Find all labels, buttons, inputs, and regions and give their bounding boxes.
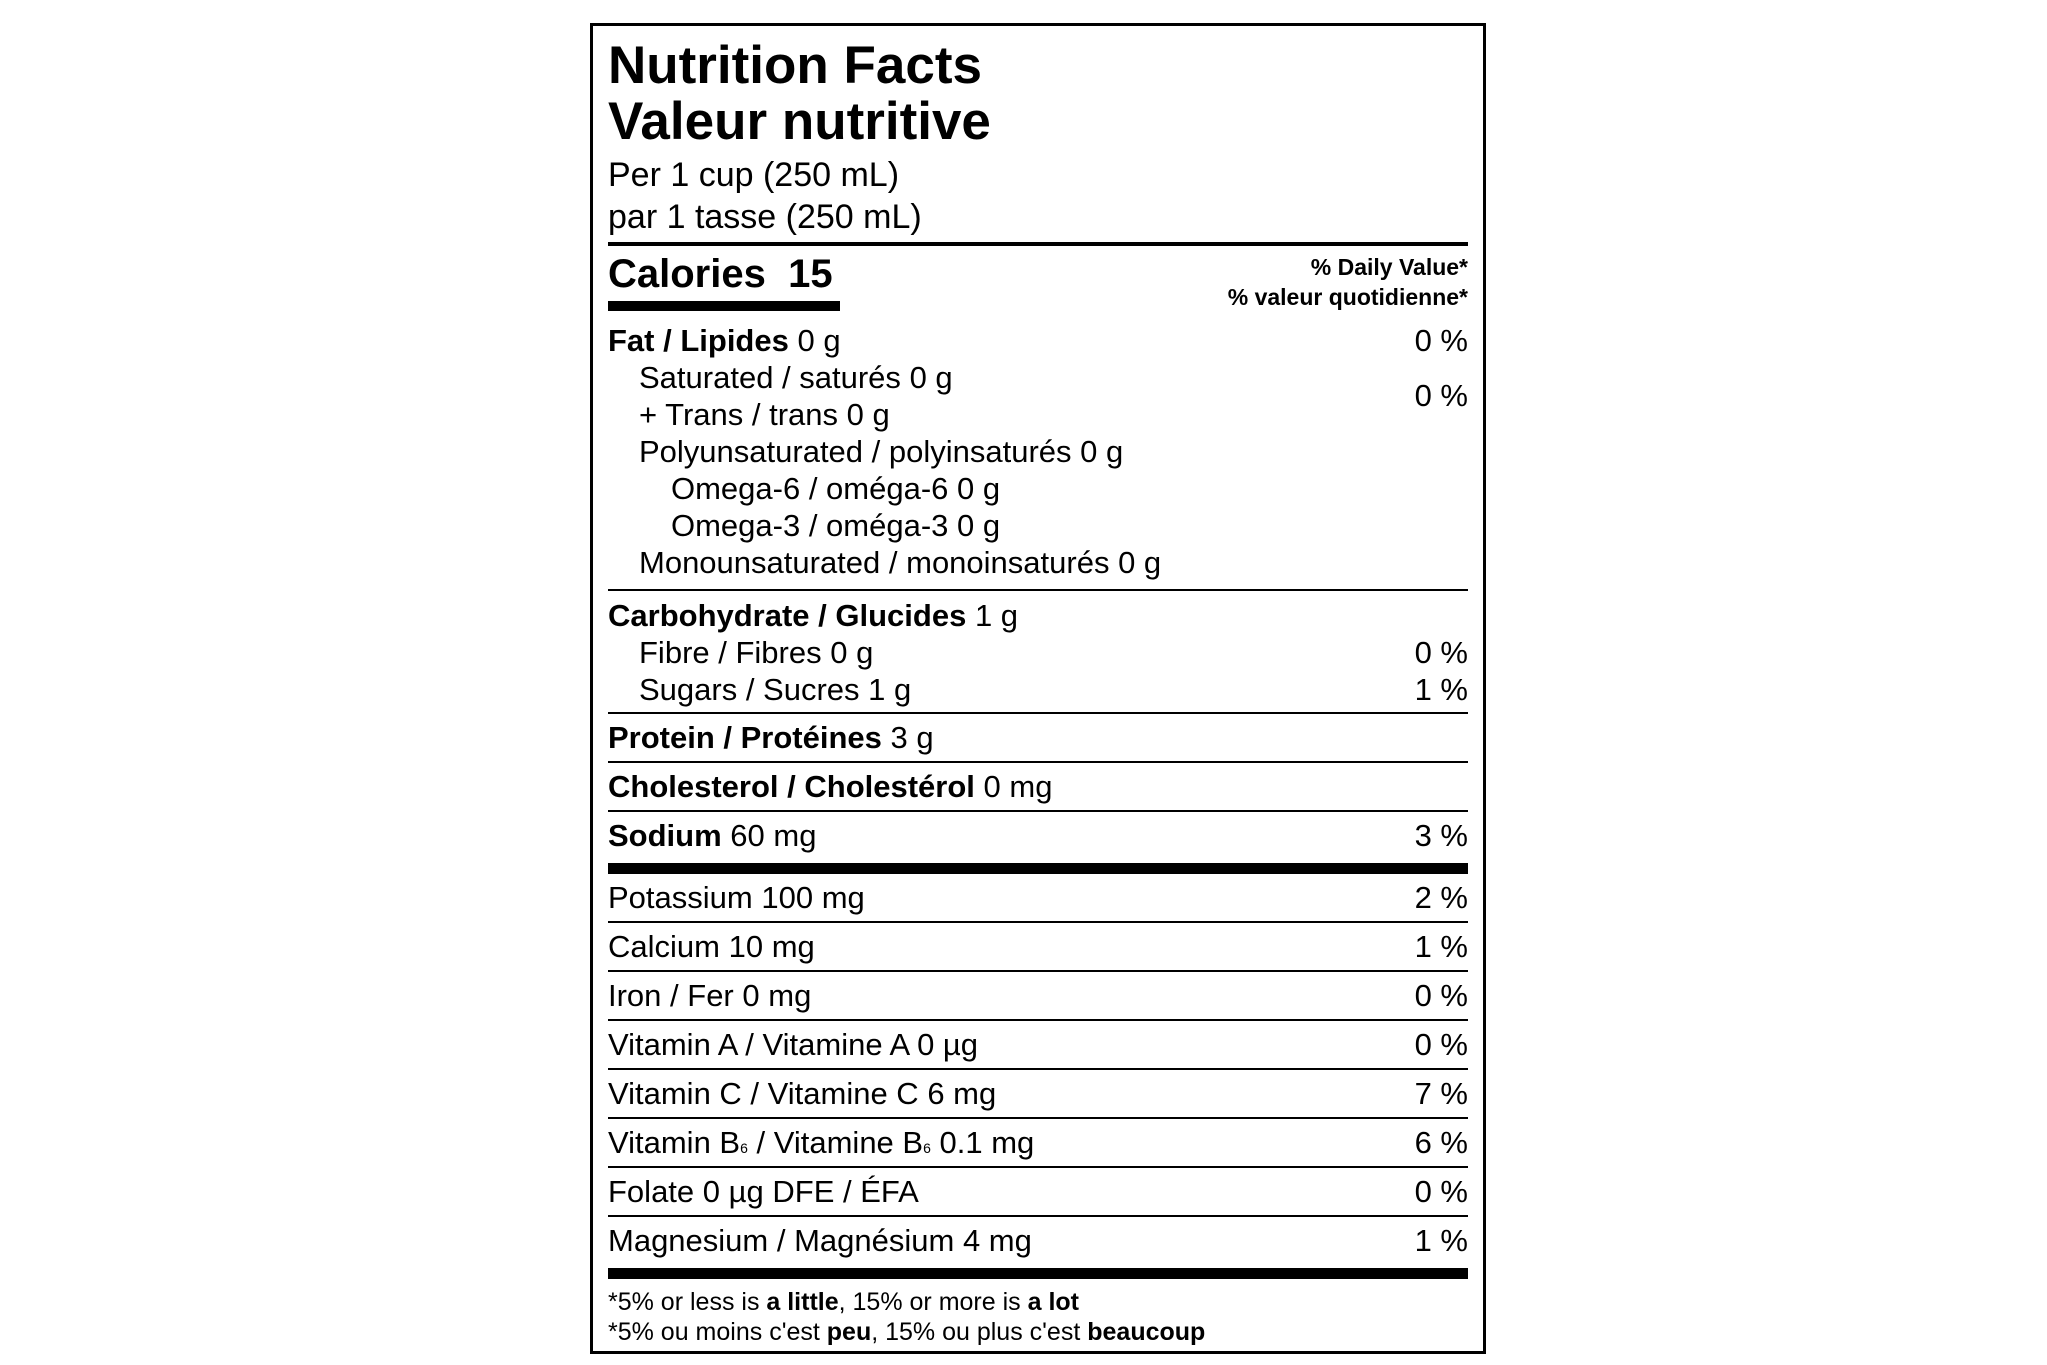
potassium-name xyxy=(608,880,865,916)
carbohydrate-row xyxy=(608,597,1468,634)
footnote-en-text: , 15% or more is xyxy=(838,1288,1028,1316)
iron-amount: 0 mg xyxy=(742,977,812,1013)
sugars-amount: 1 g xyxy=(868,672,912,707)
vitamin-c-dv: 7 % xyxy=(1414,1075,1468,1111)
trans-amount: 0 g xyxy=(846,397,890,432)
calcium-label: Calcium xyxy=(608,928,720,964)
title-english: Nutrition Facts xyxy=(608,36,982,95)
footnote-fr-beaucoup: beaucoup xyxy=(1087,1318,1206,1346)
folate-amount: 0 µg DFE / ÉFA xyxy=(702,1173,919,1209)
vitamin-c-name xyxy=(608,1076,996,1112)
vitamin-b6-amount: 0.1 mg xyxy=(939,1124,1035,1160)
vitamin-b6-subscript-fr: 6 xyxy=(923,1139,931,1156)
calcium-amount: 10 mg xyxy=(728,928,815,964)
vitamin-b6-label-fr: / Vitamine B xyxy=(747,1124,924,1160)
fibre-amount: 0 g xyxy=(830,635,874,670)
carb-name xyxy=(608,597,1018,634)
footnote xyxy=(608,1287,1468,1347)
calories-block xyxy=(608,252,840,312)
sugars-dv: 1 % xyxy=(1414,672,1468,707)
folate-dv: 0 % xyxy=(1414,1173,1468,1209)
magnesium-name xyxy=(608,1223,1032,1259)
monounsaturated-row xyxy=(608,544,1468,581)
cholesterol-name xyxy=(608,769,1052,805)
footnote-en-text: *5% or less is xyxy=(608,1288,767,1316)
omega3-row xyxy=(608,507,1468,544)
fat-row xyxy=(608,322,1468,359)
vitamin-a-label: Vitamin A / Vitamine A xyxy=(608,1026,909,1062)
sugars-name xyxy=(639,671,911,708)
saturated-label: Saturated / saturés xyxy=(639,360,901,395)
magnesium-amount: 4 mg xyxy=(962,1222,1032,1258)
sugars-label: Sugars / Sucres xyxy=(639,672,860,707)
fat-name xyxy=(608,322,841,359)
sodium-dv: 3 % xyxy=(1414,817,1468,853)
omega6-name xyxy=(671,470,1000,507)
fibre-name xyxy=(639,634,873,671)
folate-name xyxy=(608,1174,919,1210)
footnote-english xyxy=(608,1287,1468,1317)
fibre-label: Fibre / Fibres xyxy=(639,635,822,670)
fibre-dv: 0 % xyxy=(1414,635,1468,670)
footnote-fr-text: , 15% ou plus c'est xyxy=(871,1318,1088,1346)
fat-dv: 0 % xyxy=(1414,323,1468,358)
calcium-dv: 1 % xyxy=(1414,928,1468,964)
carb-label: Carbohydrate / Glucides xyxy=(608,598,967,633)
magnesium-label: Magnesium / Magnésium xyxy=(608,1222,955,1258)
saturated-trans-dv: 0 % xyxy=(1414,378,1468,413)
vitamin-a-name xyxy=(608,1027,978,1063)
saturated-trans-group xyxy=(608,359,1468,433)
cholesterol-amount: 0 mg xyxy=(983,768,1053,804)
vitamin-a-amount: 0 µg xyxy=(917,1026,979,1062)
mono-amount: 0 g xyxy=(1118,545,1162,580)
divider-thin xyxy=(608,589,1468,591)
polyunsaturated-row xyxy=(608,433,1468,470)
magnesium-dv: 1 % xyxy=(1414,1222,1468,1258)
omega3-label: Omega-3 / oméga-3 xyxy=(671,508,949,543)
daily-value-french: % valeur quotidienne* xyxy=(1227,284,1468,310)
vitamin-c-row xyxy=(608,1070,1468,1117)
calories-text xyxy=(608,252,840,296)
potassium-label: Potassium xyxy=(608,879,753,915)
vitamin-b6-subscript-en: 6 xyxy=(740,1139,748,1156)
saturated-name xyxy=(639,359,953,396)
protein-name xyxy=(608,720,934,756)
fat-label: Fat / Lipides xyxy=(608,323,789,358)
divider-heavy xyxy=(608,863,1468,874)
vitamin-a-dv: 0 % xyxy=(1414,1026,1468,1062)
mono-name xyxy=(639,544,1161,581)
footnote-en-little: a little xyxy=(766,1288,839,1316)
vitamin-b6-label-en: Vitamin B xyxy=(608,1124,741,1160)
footnote-en-lot: a lot xyxy=(1027,1288,1079,1316)
omega6-amount: 0 g xyxy=(957,471,1001,506)
carb-amount: 1 g xyxy=(974,598,1019,633)
iron-dv: 0 % xyxy=(1414,977,1468,1013)
trans-name xyxy=(639,396,890,433)
protein-amount: 3 g xyxy=(890,719,934,755)
protein-label: Protein / Protéines xyxy=(608,719,882,755)
footnote-french xyxy=(608,1317,1468,1347)
poly-label: Polyunsaturated / polyinsaturés xyxy=(639,434,1072,469)
serving-size-english: Per 1 cup (250 mL) xyxy=(608,156,900,194)
divider-heavy xyxy=(608,1268,1468,1279)
poly-name xyxy=(639,433,1123,470)
calories-label: Calories xyxy=(608,252,766,296)
fibre-row xyxy=(608,634,1468,671)
calories-row xyxy=(608,252,1468,312)
folate-row xyxy=(608,1168,1468,1215)
sodium-row xyxy=(608,812,1468,859)
divider-thick xyxy=(608,242,1468,246)
daily-value-english: % Daily Value* xyxy=(1310,254,1468,280)
omega3-name xyxy=(671,507,1000,544)
vitamin-c-amount: 6 mg xyxy=(927,1075,997,1111)
cholesterol-label: Cholesterol / Cholestérol xyxy=(608,768,975,804)
fat-amount: 0 g xyxy=(797,323,841,358)
saturated-row xyxy=(608,359,1468,396)
potassium-amount: 100 mg xyxy=(761,879,865,915)
cholesterol-row xyxy=(608,763,1468,810)
footnote-fr-text: *5% ou moins c'est xyxy=(608,1318,827,1346)
vitamin-b6-row xyxy=(608,1119,1468,1166)
protein-row xyxy=(608,714,1468,761)
calcium-name xyxy=(608,929,815,965)
vitamin-a-row xyxy=(608,1021,1468,1068)
mono-label: Monounsaturated / monoinsaturés xyxy=(639,545,1110,580)
daily-value-header xyxy=(1228,252,1468,312)
omega3-amount: 0 g xyxy=(957,508,1001,543)
vitamin-b6-name xyxy=(608,1125,1034,1161)
trans-label: + Trans / trans xyxy=(639,397,839,432)
potassium-row xyxy=(608,874,1468,921)
sodium-amount: 60 mg xyxy=(730,817,817,853)
sodium-name xyxy=(608,818,816,854)
folate-label: Folate xyxy=(608,1173,695,1209)
calories-underline xyxy=(608,301,840,311)
trans-row xyxy=(608,396,1468,433)
omega6-row xyxy=(608,470,1468,507)
omega6-label: Omega-6 / oméga-6 xyxy=(671,471,949,506)
nutrition-facts-label xyxy=(590,23,1486,1354)
title-french: Valeur nutritive xyxy=(608,92,991,151)
serving-size-french: par 1 tasse (250 mL) xyxy=(608,198,922,236)
vitamin-b6-dv: 6 % xyxy=(1414,1124,1468,1160)
iron-label: Iron / Fer xyxy=(608,977,734,1013)
sodium-label: Sodium xyxy=(608,817,722,853)
iron-row xyxy=(608,972,1468,1019)
calories-value: 15 xyxy=(788,252,833,296)
vitamin-c-label: Vitamin C / Vitamine C xyxy=(608,1075,919,1111)
potassium-dv: 2 % xyxy=(1414,879,1468,915)
magnesium-row xyxy=(608,1217,1468,1264)
footnote-fr-peu: peu xyxy=(826,1318,872,1346)
sugars-row xyxy=(608,671,1468,708)
iron-name xyxy=(608,978,811,1014)
calcium-row xyxy=(608,923,1468,970)
saturated-amount: 0 g xyxy=(909,360,953,395)
poly-amount: 0 g xyxy=(1080,434,1124,469)
